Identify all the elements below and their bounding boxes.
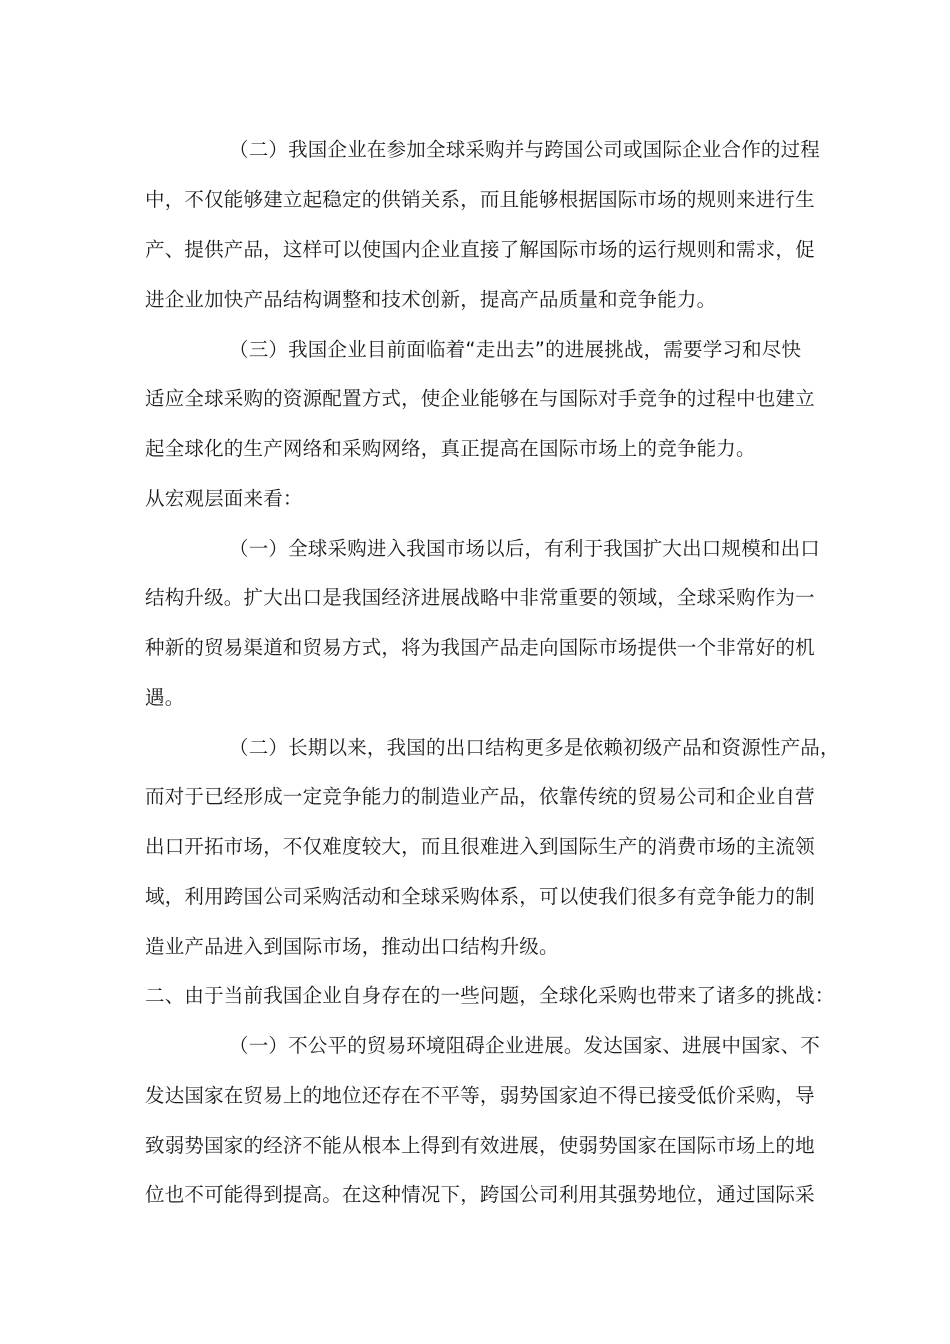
text-line: 发达国家在贸易上的地位还存在不平等，弱势国家迫不得已接受低价采购，导 — [145, 1084, 815, 1107]
text-line: 结构升级。扩大出口是我国经济进展战略中非常重要的领域，全球采购作为一 — [145, 586, 815, 609]
text-line: （二）我国企业在参加全球采购并与跨国公司或国际企业合作的过程 — [229, 138, 821, 161]
section-heading: 二、由于当前我国企业自身存在的一些问题，全球化采购也带来了诸多的挑战： — [145, 984, 835, 1007]
text-line: （三）我国企业目前面临着“走出去”的进展挑战，需要学习和尽快 — [229, 338, 802, 361]
text-line: （一）全球采购进入我国市场以后，有利于我国扩大出口规模和出口 — [229, 537, 821, 560]
text-line: 致弱势国家的经济不能从根本上得到有效进展，使弱势国家在国际市场上的地 — [145, 1134, 815, 1157]
text-line: 而对于已经形成一定竞争能力的制造业产品，依靠传统的贸易公司和企业自营 — [145, 785, 815, 808]
text-line: 位也不可能得到提高。在这种情况下，跨国公司利用其强势地位，通过国际采 — [145, 1183, 815, 1206]
text-line: 域，利用跨国公司采购活动和全球采购体系，可以使我们很多有竞争能力的制 — [145, 885, 815, 908]
text-line: 起全球化的生产网络和采购网络，真正提高在国际市场上的竞争能力。 — [145, 437, 756, 460]
section-heading: 从宏观层面来看： — [145, 487, 303, 510]
text-line: 造业产品进入到国际市场，推动出口结构升级。 — [145, 935, 559, 958]
text-line: 进企业加快产品结构调整和技术创新，提高产品质量和竞争能力。 — [145, 288, 717, 311]
text-line: 中，不仅能够建立起稳定的供销关系，而且能够根据国际市场的规则来进行生 — [145, 188, 815, 211]
text-line: 种新的贸易渠道和贸易方式，将为我国产品走向国际市场提供一个非常好的机 — [145, 636, 815, 659]
text-line: 适应全球采购的资源配置方式，使企业能够在与国际对手竞争的过程中也建立 — [145, 387, 815, 410]
text-line: 出口开拓市场，不仅难度较大，而且很难进入到国际生产的消费市场的主流领 — [145, 835, 815, 858]
text-line: （一）不公平的贸易环境阻碍企业进展。发达国家、进展中国家、不 — [229, 1034, 821, 1057]
text-line: 产、提供产品，这样可以使国内企业直接了解国际市场的运行规则和需求，促 — [145, 238, 815, 261]
text-line: 遇。 — [145, 686, 185, 709]
text-line: （二）长期以来，我国的出口结构更多是依赖初级产品和资源性产品， — [229, 736, 840, 759]
